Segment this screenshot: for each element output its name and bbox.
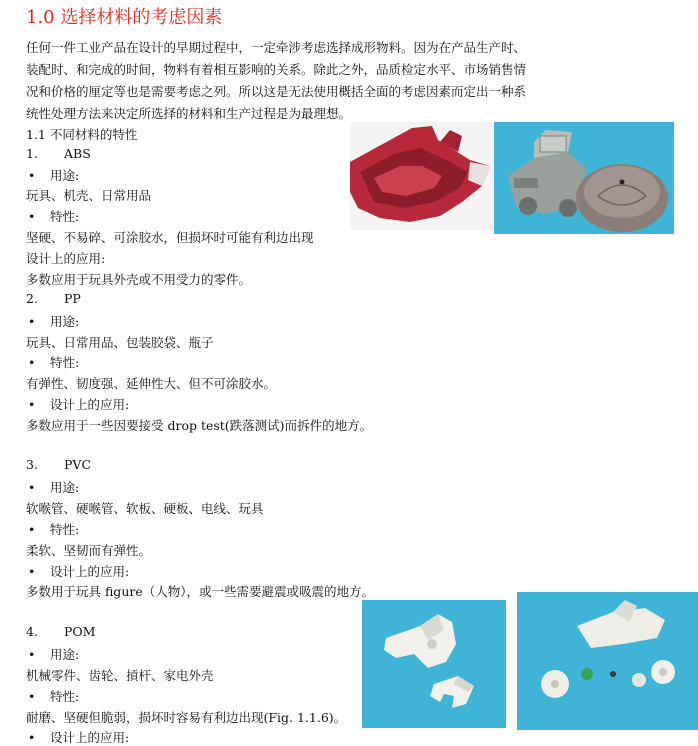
material-number: 1. xyxy=(26,146,38,161)
intro-line: 况和价格的厘定等也是需要考虑之列。所以这是无法使用概括全面的考虑因素而定出一种系 xyxy=(26,84,527,99)
props-label: 特性: xyxy=(50,522,80,537)
bullet-icon: • xyxy=(28,522,36,537)
material-name: PVC xyxy=(64,457,92,472)
uses-text-pom: 机械零件、齿轮、摃杆、家电外壳 xyxy=(26,668,214,683)
uses-text-pp: 玩具、日常用品、包装胶袋、瓶子 xyxy=(26,335,214,350)
bullet-icon: • xyxy=(28,689,36,704)
props-text-abs: 坚硬、不易碎、可涂胶水，但损坏时可能有利边出现 xyxy=(26,230,314,245)
bullet-icon: • xyxy=(28,209,36,224)
subsection-heading: 1.1 不同材料的特性 xyxy=(26,127,138,142)
props-text-pvc: 柔软、坚韧而有弹性。 xyxy=(26,543,152,558)
uses-label-abs xyxy=(26,166,79,184)
bullet-icon: • xyxy=(28,480,36,495)
abs-red-housing-photo xyxy=(350,122,494,230)
material-name: POM xyxy=(64,624,96,639)
bullet-icon: • xyxy=(28,564,36,579)
material-heading-abs xyxy=(26,146,91,161)
bullet-icon: • xyxy=(28,168,36,183)
design-text-abs: 多数应用于玩具外壳或不用受力的零件。 xyxy=(26,272,252,287)
design-label-pp xyxy=(26,395,129,413)
intro-line: 任何一件工业产品在设计的早期过程中，一定牵涉考虑选择成形物料。因为在产品生产时、 xyxy=(26,40,527,55)
material-heading-pp xyxy=(26,291,81,306)
props-label-pom xyxy=(26,687,79,705)
intro-line: 装配时、和完成的时间，物料有着相互影响的关系。除此之外，品质检定水平、市场销售情 xyxy=(26,62,527,77)
uses-label: 用途: xyxy=(50,647,80,662)
material-number: 3. xyxy=(26,457,38,472)
props-label: 特性: xyxy=(50,209,80,224)
uses-label-pp xyxy=(26,312,79,330)
uses-text-abs: 玩具、机壳、日常用品 xyxy=(26,188,152,203)
bullet-icon: • xyxy=(28,355,36,370)
props-text-pom: 耐磨、坚硬但脆弱，损坏时容易有利边出现(Fig. 1.1.6)。 xyxy=(26,710,347,725)
uses-label-pvc xyxy=(26,478,79,496)
material-heading-pom xyxy=(26,624,95,639)
design-text-pp: 多数应用于一些因要接受 drop test(跌落测试)而拆件的地方。 xyxy=(26,418,373,433)
props-label-pvc xyxy=(26,520,79,538)
material-name: PP xyxy=(64,291,81,306)
design-label-abs: 设计上的应用: xyxy=(26,251,106,266)
design-label-pvc xyxy=(26,562,129,580)
design-label-pom xyxy=(26,728,129,746)
material-number: 2. xyxy=(26,291,38,306)
design-text-pvc: 多数用于玩具 figure（人物），或一些需要避震或吸震的地方。 xyxy=(26,584,374,599)
props-label: 特性: xyxy=(50,689,80,704)
section-title: 1.0 选择材料的考虑因素 xyxy=(26,7,223,28)
pom-bracket-photo xyxy=(362,600,506,728)
uses-text-pvc: 软喉管、硬喉管、软板、硬板、电线、玩具 xyxy=(26,501,264,516)
uses-label: 用途: xyxy=(50,168,80,183)
material-number: 4. xyxy=(26,624,38,639)
bullet-icon: • xyxy=(28,730,36,745)
bullet-icon: • xyxy=(28,314,36,329)
design-label: 设计上的应用: xyxy=(50,397,130,412)
props-label-abs xyxy=(26,207,79,225)
design-label: 设计上的应用: xyxy=(50,564,130,579)
intro-paragraph xyxy=(26,37,586,125)
bullet-icon: • xyxy=(28,647,36,662)
uses-label-pom xyxy=(26,645,79,663)
material-name: ABS xyxy=(64,146,91,161)
uses-label: 用途: xyxy=(50,480,80,495)
design-label: 设计上的应用: xyxy=(50,730,130,745)
bullet-icon: • xyxy=(28,397,36,412)
props-label: 特性: xyxy=(50,355,80,370)
props-text-pp: 有弹性、韧度强、延伸性大、但不可涂胶水。 xyxy=(26,376,277,391)
abs-truck-parts-photo xyxy=(494,122,674,234)
intro-line: 统性处理方法来决定所选择的材料和生产过程是为最理想。 xyxy=(26,106,352,121)
props-label-pp xyxy=(26,353,79,371)
pom-gears-photo xyxy=(517,592,698,730)
material-heading-pvc xyxy=(26,457,91,472)
uses-label: 用途: xyxy=(50,314,80,329)
